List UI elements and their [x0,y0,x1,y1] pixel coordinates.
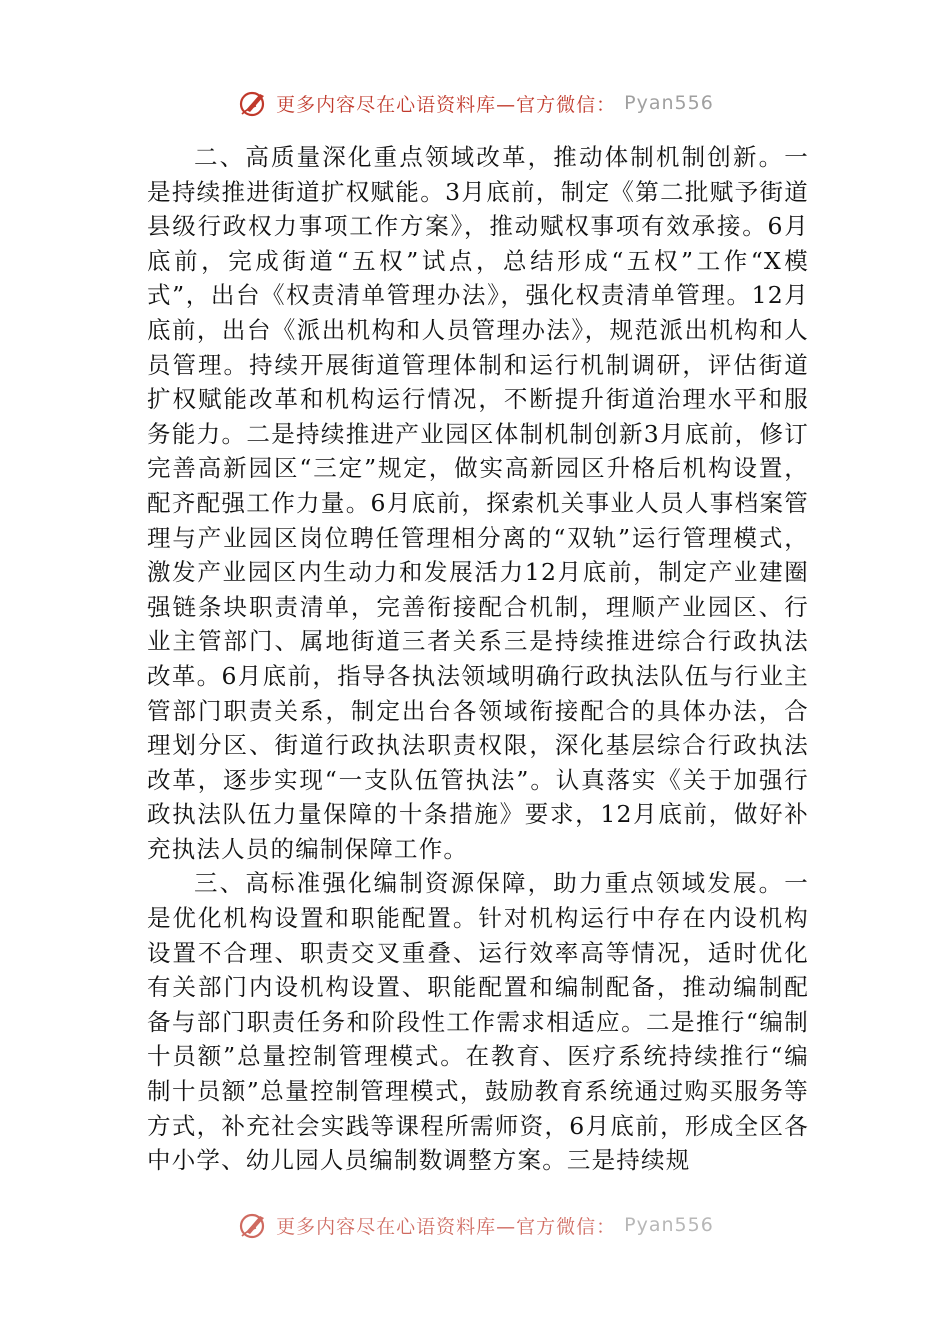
paragraph-3: 三、高标准强化编制资源保障，助力重点领域发展。一是优化机构设置和职能配置。针对机构运行中存在内设机构设置不合理、职责交叉重叠、运行效率高等情况，适时优化有关部门内设机构设置、职能配置和编制配备，推动编制配备与部门职责任务和阶段性工作需求相适应。二是推行“编制十员额”总量控制管理模式。在教育、医疗系统持续推行“编制十员额”总量控制管理模式，鼓励教育系统通过购买服务等方式，补充社会实践等课程所需师资，6月底前，形成全区各中小学、幼儿园人员编制数调整方案。三是持续规 [147,869,809,1175]
watermark-text: 更多内容尽在心语资料库—官方微信： [276,93,617,116]
pen-logo-icon [236,1208,272,1242]
paragraph-2: 二、高质量深化重点领域改革，推动体制机制创新。一是持续推进街道扩权赋能。3月底前，制定《第二批赋予街道县级行政权力事项工作方案》，推动赋权事项有效承接。6月底前，完成街道“五权”试点，总结形成“五权”工作“X模式”，出台《权责清单管理办法》，强化权责清单管理。12月底前，出台《派出机构和人员管理办法》，规范派出机构和人员管理。持续开展街道管理体制和运行机制调研，评估街道扩权赋能改革和机构运行情况，不断提升街道治理水平和服务能力。二是持续推进产业园区体制机制创新3月底前，修订完善高新园区“三定”规定，做实高新园区升格后机构设置，配齐配强工作力量。6月底前，探索机关事业人员人事档案管理与产业园区岗位聘任管理相分离的“双轨”运行管理模式，激发产业园区内生动力和发展活力12月底前，制定产业建圈强链条块职责清单，完善衔接配合机制，理顺产业园区、行业主管部门、属地街道三者关系三是持续推进综合行政执法改革。6月底前，指导各执法领域明确行政执法队伍与行业主管部门职责关系，制定出台各领域衔接配合的具体办法，合理划分区、街道行政执法职责权限，深化基层综合行政执法改革，逐步实现“一支队伍管执法”。认真落实《关于加强行政执法队伍力量保障的十条措施》要求，12月底前，做好补充执法人员的编制保障工作。 [147,143,809,863]
footer-watermark-text: 更多内容尽在心语资料库—官方微信： [276,1215,617,1238]
pen-logo-icon [236,86,272,120]
footer-watermark [0,1208,950,1242]
document-body [147,140,809,1178]
header-watermark [0,86,950,120]
footer-watermark-id: Pyan556 [624,1214,714,1236]
watermark-id: Pyan556 [624,92,714,114]
